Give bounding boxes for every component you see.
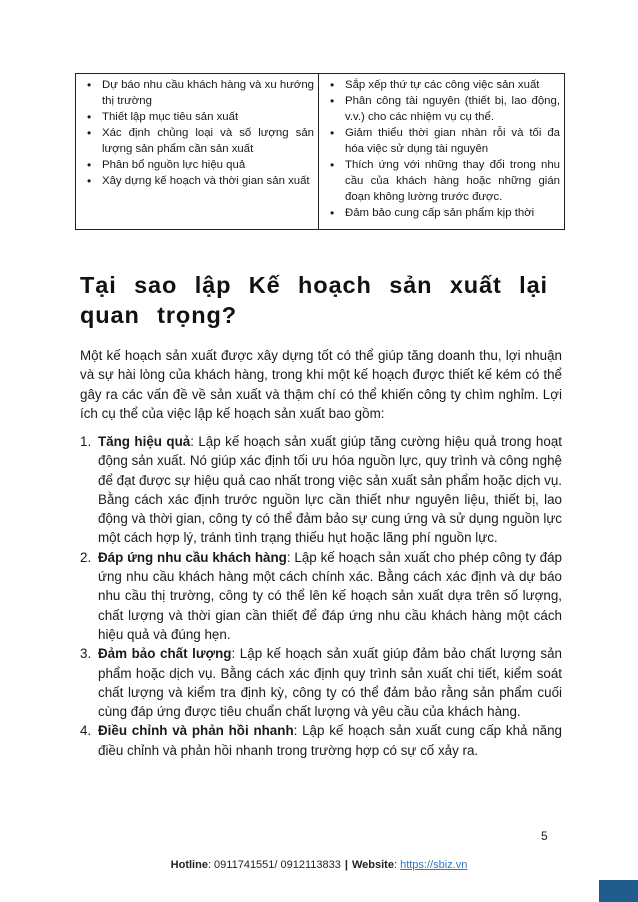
item-number: 1. xyxy=(80,434,92,449)
benefit-title: Đáp ứng nhu cầu khách hàng xyxy=(98,549,287,565)
benefit-title: Đảm bảo chất lượng xyxy=(98,646,232,662)
benefit-title: Điều chỉnh và phản hồi nhanh xyxy=(98,723,294,739)
task-table xyxy=(75,73,565,230)
hotline-label: Hotline xyxy=(170,859,208,871)
hotline-value: : 0911741551/ 0912113833 xyxy=(207,859,341,871)
list-item: • Phân bổ nguồn lực hiệu quả xyxy=(80,157,314,173)
section-heading: Tại sao lập Kế hoạch sản xuất lại quan trọng? xyxy=(80,272,548,328)
list-item: • Xây dựng kế hoạch và thời gian sản xuất xyxy=(80,173,314,189)
benefit-item xyxy=(80,548,562,644)
item-number: 2. xyxy=(80,549,92,565)
website-colon: : xyxy=(393,859,401,871)
benefit-item xyxy=(80,721,562,760)
list-item: • Thích ứng với những thay đổi trong nhu cầu của khách hàng hoặc những gián đoạn không lường trước được. xyxy=(323,157,560,205)
page-footer xyxy=(0,859,638,871)
list-item: • Đảm bảo cung cấp sản phẩm kịp thời xyxy=(323,205,560,221)
list-item: • Giảm thiểu thời gian nhàn rỗi và tối đa hóa việc sử dụng tài nguyên xyxy=(323,125,560,157)
list-item: • Phân công tài nguyên (thiết bị, lao động, v.v.) cho các nhiệm vụ cụ thể. xyxy=(323,93,560,125)
benefit-text: : Lập kế hoạch sản xuất cung cấp khả năng điều chỉnh và phản hồi nhanh trong trường hợp có sự cố xảy ra. xyxy=(98,723,563,758)
benefit-item xyxy=(80,644,562,721)
page-number: 5 xyxy=(541,829,548,843)
benefit-text: : Lập kế hoạch sản xuất cho phép công ty đáp ứng nhu cầu khách hàng một cách chính xác. Bằng cách xác định và dự báo nhu cầu thị trường, công ty có thể lên kế hoạch sản xuất dựa trên số lượng, chất lượng và thời gian cần thiết để đáp ứng nhu cầu khách hàng một cách hiệu quả và đúng hẹn. xyxy=(98,549,562,642)
table-left-column xyxy=(76,74,319,229)
intro-paragraph: Một kế hoạch sản xuất được xây dựng tốt có thể giúp tăng doanh thu, lợi nhuận và sự hài lòng của khách hàng, trong khi một kế hoạch được thiết kế kém có thể gây ra các vấn đề về sản xuất và thậm chí có thể khiến công ty chìm nghỉm. Lợi ích cụ thể của việc lập kế hoạch sản xuất bao gồm: xyxy=(80,348,562,421)
website-link[interactable]: https://sbiz.vn xyxy=(400,859,468,871)
website-label: Website xyxy=(351,859,394,871)
benefit-text: : Lập kế hoạch sản xuất giúp tăng cường hiệu quả trong hoạt động sản xuất. Nó giúp xác định tối ưu hóa nguồn lực, quy trình và công nghệ để đạt được sự hiệu quả cao nhất trong việc sản xuất sản phẩm hoặc dịch vụ. Bằng cách xác định trước nguồn lực cần thiết như nguyên liệu, thiết bị, lao động và thời gian, công ty có thể đảm bảo sự cung ứng và sử dụng nguồn lực một cách hợp lý, tránh tình trạng thiếu hụt hoặc lãng phí nguồn lực. xyxy=(98,434,562,546)
list-item: • Xác định chủng loại và số lượng sản lượng sản phẩm cần sản xuất xyxy=(80,125,314,157)
footer-separator: | xyxy=(344,859,348,871)
table-right-column xyxy=(319,74,564,229)
list-item: • Dự báo nhu cầu khách hàng và xu hướng thị trường xyxy=(80,77,314,109)
benefits-list xyxy=(80,432,562,760)
list-item: • Thiết lập mục tiêu sản xuất xyxy=(80,109,314,125)
benefit-title: Tăng hiệu quả xyxy=(98,434,191,449)
benefit-item xyxy=(80,432,562,548)
benefit-text: : Lập kế hoạch sản xuất giúp đảm bảo chất lượng sản phẩm hoặc dịch vụ. Bằng cách xác định quy trình sản xuất chi tiết, kiểm soát chất lượng và kiểm tra định kỳ, công ty có thể đảm bảo rằng sản phẩm cuối cùng đáp ứng được tiêu chuẩn chất lượng và yêu cầu của khách hàng. xyxy=(98,646,562,720)
corner-decoration xyxy=(599,880,638,902)
item-number: 3. xyxy=(80,646,92,662)
list-item: • Sắp xếp thứ tự các công việc sản xuất xyxy=(323,77,560,93)
item-number: 4. xyxy=(80,723,92,739)
